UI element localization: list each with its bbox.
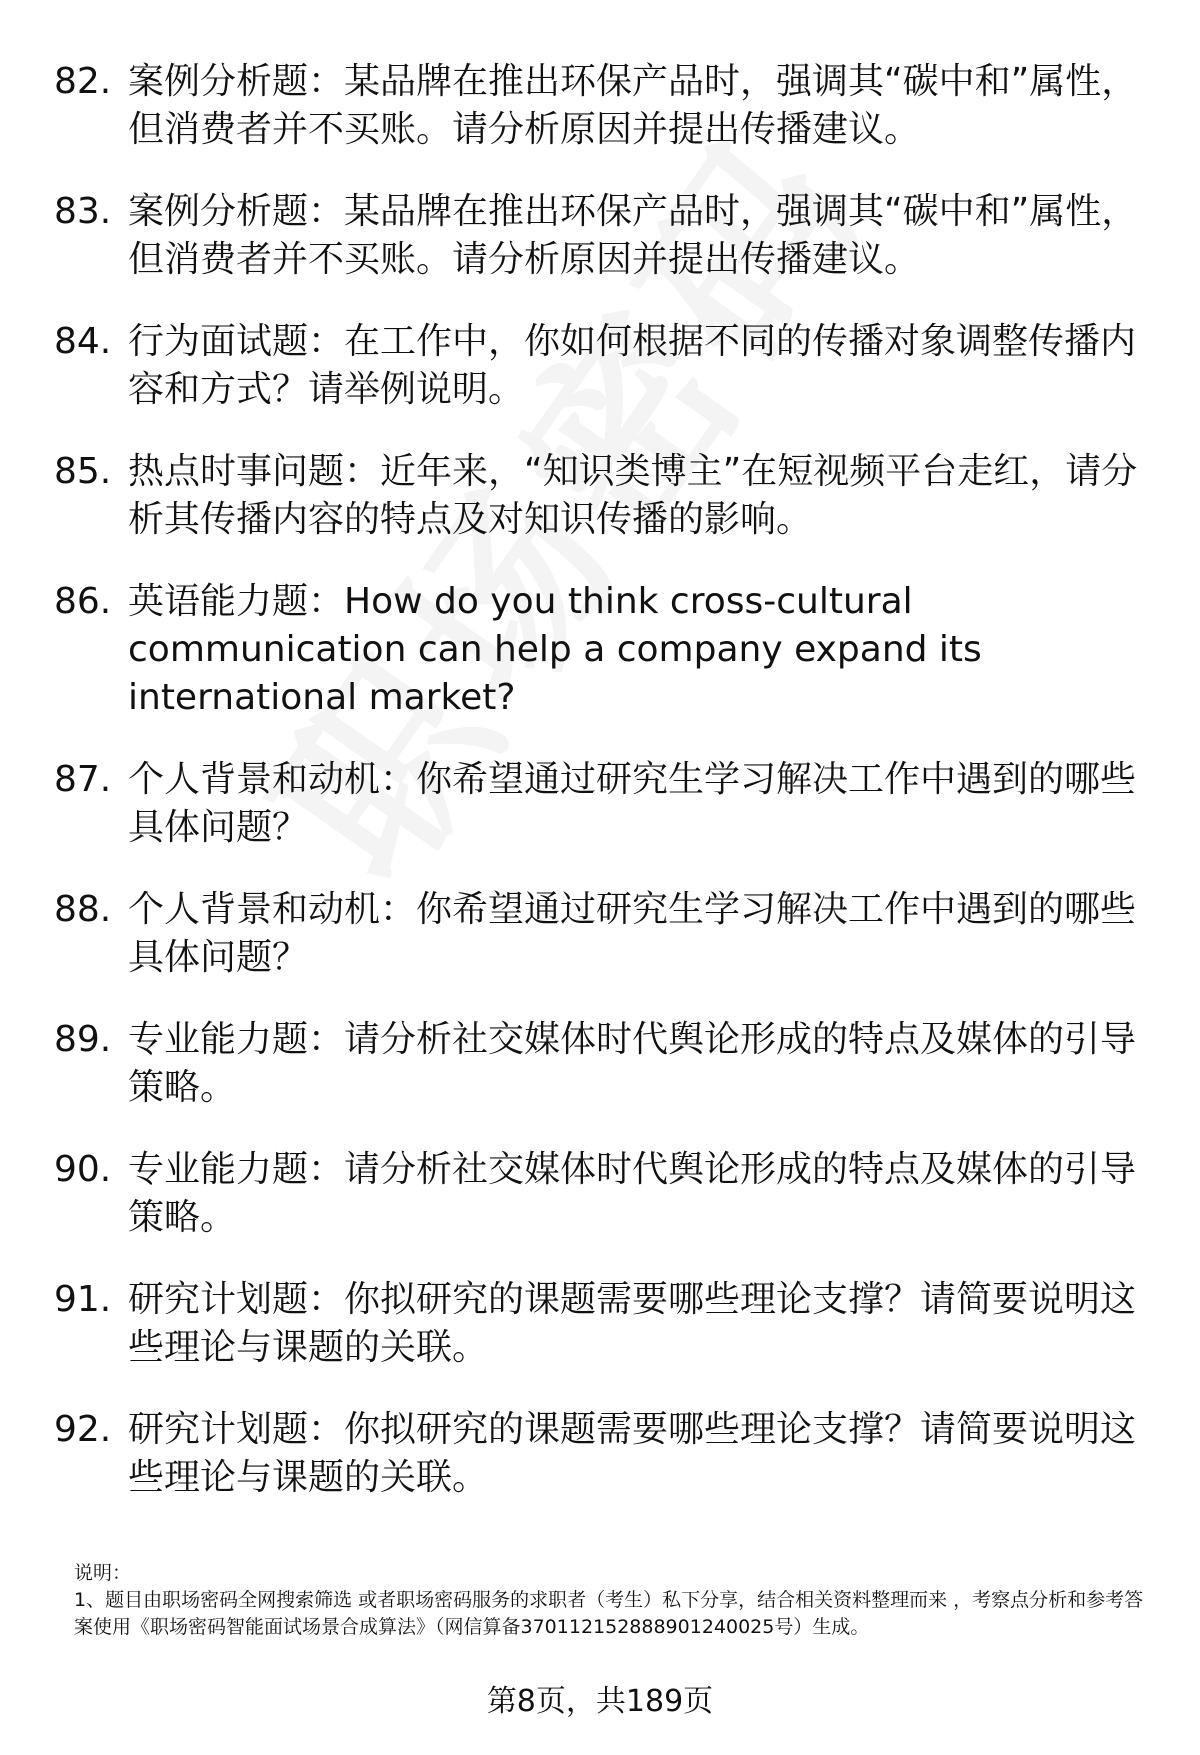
- question-item: [0, 1406, 1200, 1502]
- question-text: 研究计划题：你拟研究的课题需要哪些理论支撑？请简要说明这些理论与课题的关联。: [128, 1279, 1137, 1368]
- question-text: 个人背景和动机：你希望通过研究生学习解决工作中遇到的哪些具体问题？: [128, 759, 1137, 848]
- question-item: [0, 756, 1200, 852]
- question-number: 84.: [54, 321, 112, 362]
- question-number: 85.: [54, 451, 112, 492]
- question-text: 案例分析题：某品牌在推出环保产品时，强调其“碳中和”属性，但消费者并不买账。请分析原因并提出传播建议。: [128, 191, 1138, 280]
- question-text: 英语能力题：How do you think cross-cultural communication can help a company expand its international market?: [128, 581, 982, 718]
- note-body: 1、题目由职场密码全网搜索筛选 或者职场密码服务的求职者（考生）私下分享，结合相关资料整理而来 ，考察点分析和参考答案使用《职场密码智能面试场景合成算法》（网信算备370112152888901240025号）生成。: [74, 1589, 1144, 1638]
- question-number: 87.: [54, 759, 112, 800]
- question-number: 86.: [54, 581, 112, 622]
- question-item: [0, 1146, 1200, 1242]
- explanation-note: [74, 1560, 1154, 1641]
- question-list: [0, 58, 1200, 1536]
- question-item: [0, 1016, 1200, 1112]
- question-number: 82.: [54, 61, 112, 102]
- question-item: [0, 58, 1200, 154]
- question-number: 90.: [54, 1149, 112, 1190]
- question-number: 88.: [54, 889, 112, 930]
- question-number: 92.: [54, 1409, 112, 1450]
- question-text: 热点时事问题：近年来，“知识类博主”在短视频平台走红，请分析其传播内容的特点及对知识传播的影响。: [128, 451, 1138, 540]
- question-text: 行为面试题：在工作中，你如何根据不同的传播对象调整传播内容和方式？请举例说明。: [128, 321, 1137, 410]
- question-item: [0, 886, 1200, 982]
- question-item: [0, 188, 1200, 284]
- question-item: [0, 1276, 1200, 1372]
- question-item: [0, 448, 1200, 544]
- question-number: 89.: [54, 1019, 112, 1060]
- question-text: 专业能力题：请分析社交媒体时代舆论形成的特点及媒体的引导策略。: [128, 1019, 1137, 1108]
- question-text: 研究计划题：你拟研究的课题需要哪些理论支撑？请简要说明这些理论与课题的关联。: [128, 1409, 1137, 1498]
- page-number: 第8页，共189页: [486, 1684, 714, 1719]
- question-text: 专业能力题：请分析社交媒体时代舆论形成的特点及媒体的引导策略。: [128, 1149, 1137, 1238]
- question-number: 83.: [54, 191, 112, 232]
- question-text: 个人背景和动机：你希望通过研究生学习解决工作中遇到的哪些具体问题？: [128, 889, 1137, 978]
- note-heading: 说明：: [74, 1562, 132, 1584]
- question-number: 91.: [54, 1279, 112, 1320]
- question-text: 案例分析题：某品牌在推出环保产品时，强调其“碳中和”属性，但消费者并不买账。请分析原因并提出传播建议。: [128, 61, 1138, 150]
- question-item: [0, 318, 1200, 414]
- question-item: [0, 578, 1200, 722]
